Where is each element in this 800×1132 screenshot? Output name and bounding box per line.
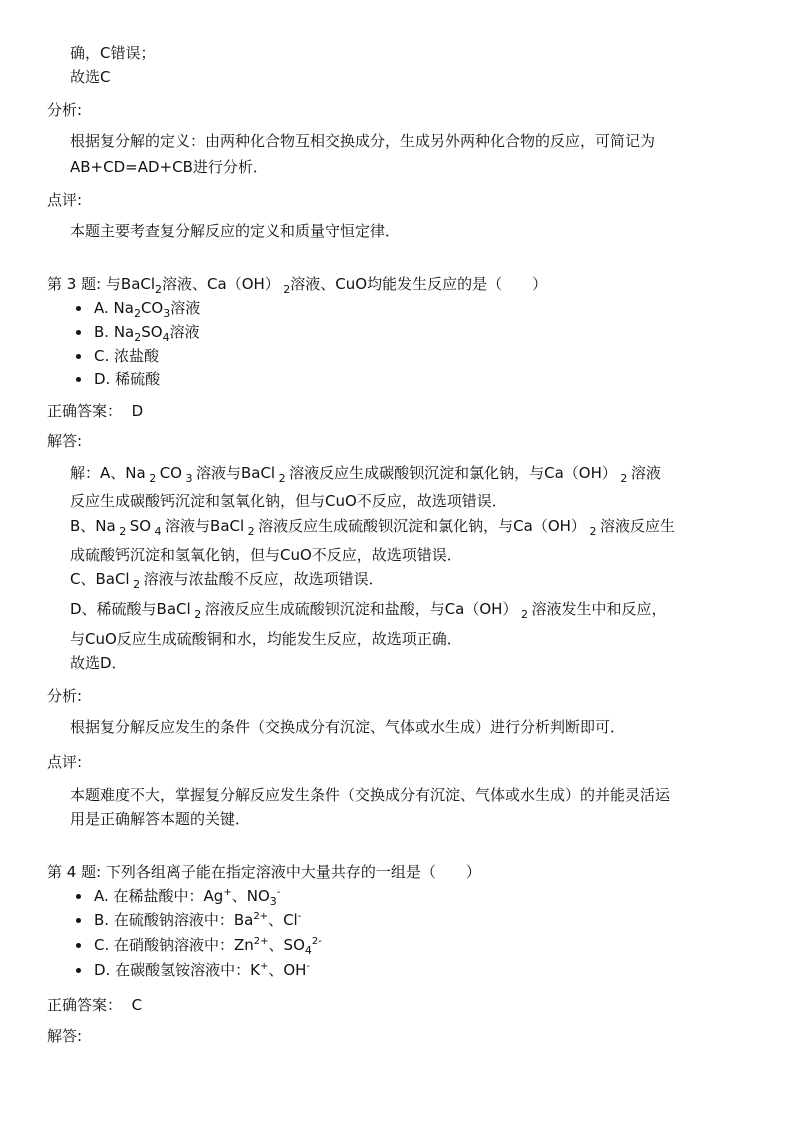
bullet-icon bbox=[76, 943, 81, 948]
option-c: C. 在硝酸钠溶液中：$Zn^{2+}$、$SO_4^{2-}$ bbox=[94, 936, 322, 957]
comment-text: 本题主要考查复分解反应的定义和质量守恒定律． bbox=[70, 222, 401, 240]
solution-text: B、Na $_2$ SO $_4$ 溶液与BaCl $_2$ 溶液反应生成硫酸钡沉淀和氯化钠，与Ca（OH） $_2$ 溶液反应生 bbox=[70, 517, 675, 538]
option-b: B. 在硫酸钠溶液中：$Ba^{2+}$、Cl- bbox=[94, 911, 302, 929]
bullet-icon bbox=[76, 354, 81, 359]
solution-text: 与CuO反应生成硫酸铜和水，均能发生反应，故选项正确． bbox=[70, 630, 462, 648]
option-a: A. 在稀盐酸中：Ag+、$NO_3^-$ bbox=[94, 887, 281, 908]
bullet-icon bbox=[76, 306, 81, 311]
analysis-label: 分析: bbox=[47, 687, 83, 705]
solution-text: C、BaCl $_2$ 溶液与浓盐酸不反应，故选项错误． bbox=[70, 570, 384, 591]
analysis-text: AB+CD=AD+CB进行分析． bbox=[70, 158, 268, 176]
comment-label: 点评: bbox=[47, 191, 83, 209]
comment-label: 点评: bbox=[47, 753, 83, 771]
analysis-text: 根据复分解的定义：由两种化合物互相交换成分，生成另外两种化合物的反应，可简记为 bbox=[70, 132, 656, 150]
bullet-icon bbox=[76, 377, 81, 382]
solution-text: D、稀硫酸与BaCl $_2$ 溶液反应生成硫酸钡沉淀和盐酸，与Ca（OH） $_2$ 溶液发生中和反应， bbox=[70, 600, 667, 621]
comment-text: 本题难度不大，掌握复分解反应发生条件（交换成分有沉淀、气体或水生成）的并能灵活运 bbox=[70, 786, 671, 804]
bullet-icon bbox=[76, 968, 81, 973]
solution-text: 故选D． bbox=[70, 654, 127, 672]
analysis-text: 根据复分解反应发生的条件（交换成分有沉淀、气体或水生成）进行分析判断即可． bbox=[70, 718, 626, 736]
text-line: 确，C错误； bbox=[70, 44, 156, 62]
question-4-title: 第 4 题: 下列各组离子能在指定溶液中大量共存的一组是（ ） bbox=[47, 863, 481, 881]
solution-label: 解答: bbox=[47, 1027, 83, 1045]
solution-label: 解答: bbox=[47, 432, 83, 450]
text-line: 故选C bbox=[70, 68, 111, 86]
option-a: A. $Na_2CO_3$溶液 bbox=[94, 299, 201, 320]
bullet-icon bbox=[76, 894, 81, 899]
option-c: C. 浓盐酸 bbox=[94, 347, 160, 365]
bullet-icon bbox=[76, 330, 81, 335]
option-d: D. 在碳酸氢铵溶液中：K+、OH- bbox=[94, 961, 311, 979]
correct-answer: 正确答案： D bbox=[47, 402, 144, 420]
bullet-icon bbox=[76, 918, 81, 923]
comment-text: 用是正确解答本题的关键． bbox=[70, 810, 251, 828]
option-d: D. 稀硫酸 bbox=[94, 370, 161, 388]
solution-text: 反应生成碳酸钙沉淀和氢氧化钠，但与CuO不反应，故选项错误． bbox=[70, 492, 507, 510]
analysis-label: 分析: bbox=[47, 101, 83, 119]
question-3-title: 第 3 题: 与BaCl$_2$溶液、Ca（OH） $_2$溶液、CuO均能发生反应的是（ ） bbox=[47, 275, 548, 296]
solution-text: 解：A、Na $_2$ CO $_3$ 溶液与BaCl $_2$ 溶液反应生成碳酸钡沉淀和氯化钠，与Ca（OH） $_2$ 溶液 bbox=[70, 464, 661, 485]
correct-answer: 正确答案： C bbox=[47, 996, 143, 1014]
solution-text: 成硫酸钙沉淀和氢氧化钠，但与CuO不反应，故选项错误． bbox=[70, 546, 462, 564]
option-b: B. $Na_2SO_4$溶液 bbox=[94, 323, 200, 344]
